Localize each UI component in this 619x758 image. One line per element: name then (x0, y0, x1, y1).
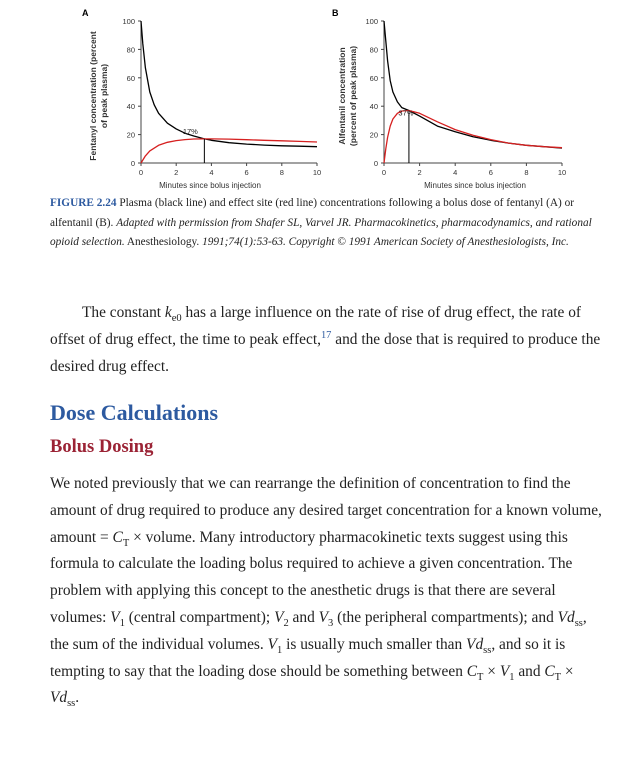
p1-reference[interactable]: 17 (320, 329, 332, 341)
panel-b-xtick-label: 8 (524, 168, 529, 177)
p2-text: (central compartment); (124, 608, 275, 626)
p2-text: and (514, 662, 545, 680)
panel-b-ytick-label: 60 (369, 73, 378, 83)
p2-sym: C (466, 662, 478, 680)
p2-sub: T (122, 537, 130, 549)
panel-a-xtick-label: 10 (312, 168, 322, 177)
paragraph-ke0 (50, 300, 605, 380)
figure-2-24 (0, 0, 619, 196)
p2-sym: V (499, 662, 510, 680)
panel-b-ylabel-line1: Alfentanil concentration (337, 47, 347, 145)
panel-a-ytick-label: 80 (126, 45, 135, 55)
panel-b-annotation (398, 108, 413, 163)
panel-a-ytick-label: 20 (126, 130, 135, 140)
p1-text-1: The constant (82, 304, 165, 321)
panel-b-xtick-label: 4 (453, 168, 458, 177)
p2-text: We noted previously that we can rearrange the definition of concentration to find the amount of drug required to produce any desired target concentration for a known volume, amount = (50, 475, 602, 546)
p2-text: , the sum of the individual volumes. (50, 608, 587, 653)
panel-b-chart (332, 8, 566, 190)
p2-sub: 3 (328, 618, 334, 630)
p2-sub: ss (483, 644, 492, 656)
p2-sub: 1 (509, 671, 515, 683)
p2-text: and (288, 608, 319, 626)
panel-a-ylabel-line1: Fentanyl concentration (percent (88, 31, 98, 161)
panel-a-xtick-label: 6 (244, 168, 249, 177)
caption-credit-b: 1991;74(1):53-63. Copyright © 1991 American Society of Anesthesiologists, Inc. (202, 236, 569, 248)
p1-text-3: and the dose that is required to produce the desired drug effect. (50, 330, 601, 375)
p1-text-2: has a large influence on the rate of rise of drug effect, the rate of offset of drug effect, the time to peak effect, (50, 304, 582, 348)
p2-sym: C (112, 528, 123, 546)
panel-b-xtick-label: 10 (557, 168, 567, 177)
p2-sym: Vd (557, 608, 575, 626)
p2-sym: V (274, 608, 284, 626)
panel-a-annotation (183, 127, 205, 163)
p2-sym: C (544, 662, 555, 680)
p2-text: × (483, 662, 500, 680)
panel-a-letter: A (82, 8, 89, 18)
panel-a-ytick-label: 100 (122, 17, 135, 26)
panel-b-ytick-label: 40 (369, 102, 378, 112)
p1-k-symbol: k (164, 304, 172, 321)
p2-sub: ss (574, 618, 583, 630)
p2-text: is usually much smaller than (282, 635, 467, 653)
panel-a-ytick-label: 40 (126, 102, 135, 112)
panel-b-xtick-label: 2 (417, 168, 422, 177)
p2-sub: 1 (119, 618, 125, 630)
panel-b-ytick-label: 20 (369, 130, 378, 140)
panel-b-plasma-line (384, 21, 562, 148)
caption-credit-a: Adapted with permission from Shafer SL, Varvel JR. Pharmacokinetics, pharmacodynamics, and rational opioid selection. (50, 216, 592, 248)
panel-b-xlabel: Minutes since bolus injection (424, 181, 526, 190)
panel-a-xlabel: Minutes since bolus injection (159, 181, 261, 190)
p2-sym: V (267, 635, 277, 653)
panel-b-axes (384, 21, 562, 163)
p1-k-subscript: e0 (171, 313, 182, 325)
panel-a-xtick-label: 4 (209, 168, 214, 177)
panel-b-ytick-label: 80 (369, 45, 378, 55)
p2-sub: ss (67, 698, 76, 710)
paragraph-bolus-dosing (50, 471, 605, 712)
panel-b-ytick-label: 100 (365, 17, 378, 26)
p2-text: . (75, 689, 80, 707)
figure-label: FIGURE 2.24 (50, 197, 117, 209)
p2-sym: Vd (50, 689, 68, 707)
p2-sub: T (477, 671, 484, 683)
p2-text: × (561, 662, 574, 680)
p2-text: × volume. Many introductory pharmacokinetic texts suggest using this formula to calculate the loading bolus required to achieve a given concentration. The problem with applying this concept to the anesthetic drugs is that there are several volumes: (50, 528, 573, 626)
panel-a-ytick-label: 0 (130, 159, 135, 168)
section-heading: Dose Calculations (50, 400, 219, 425)
panel-a-xtick-label: 8 (279, 168, 284, 177)
panel-b-xtick-label: 0 (381, 168, 387, 177)
panel-a-ylabel-line2: of peak plasma) (99, 63, 109, 129)
caption-text: Plasma (black line) and effect site (red line) concentrations following a bolus dose of fentanyl (A) or alfentanil (B). (50, 197, 575, 229)
p2-sub: 1 (277, 644, 283, 656)
panel-a-peak-label: 17% (182, 126, 198, 136)
panel-a-xtick-label: 2 (174, 168, 179, 177)
figure-caption (50, 194, 600, 253)
p2-sym: V (110, 608, 120, 626)
panel-b-ytick-label: 0 (373, 159, 378, 168)
panel-b-peak-label: 37% (398, 108, 414, 118)
p2-text: (the peripheral compartments); and (333, 608, 558, 626)
panel-b-letter: B (332, 8, 339, 18)
panel-b-ylabel-line2: (percent of peak plasma) (348, 45, 358, 147)
panel-a-series (141, 21, 317, 163)
p2-text: , and so it is tempting to say that the loading dose should be something between (50, 635, 566, 680)
caption-journal: Anesthesiology. (124, 236, 203, 248)
panel-a-chart (82, 8, 321, 190)
p2-sym: V (318, 608, 329, 626)
panel-b-xtick-label: 6 (488, 168, 493, 177)
panel-a-ticks (122, 17, 321, 177)
panel-a-plasma-line (141, 21, 317, 147)
subsection-heading: Bolus Dosing (50, 437, 154, 457)
p2-sub: T (554, 671, 562, 683)
panel-a-xtick-label: 0 (138, 168, 144, 177)
panel-a-ytick-label: 60 (126, 73, 135, 83)
panel-b-series (384, 21, 562, 163)
p2-sub: 2 (283, 618, 289, 630)
p2-sym: Vd (466, 635, 484, 653)
